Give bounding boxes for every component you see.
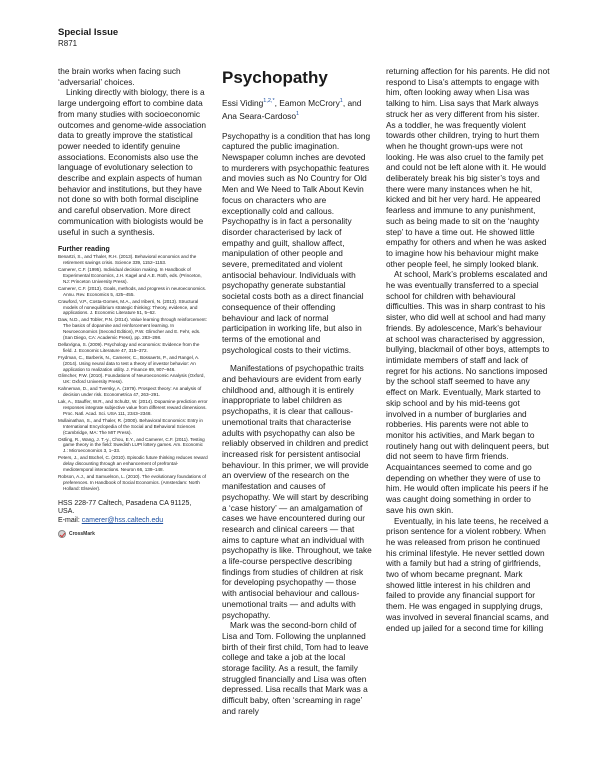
column-right	[386, 66, 550, 633]
issue-label: Special Issue	[58, 27, 119, 38]
crossmark-label: CrossMark	[69, 531, 95, 538]
reference-item: Ostling, R., Wang, J. T.-y., Chou, E.Y., and Camerer, C.F. (2011). Testing game theory in the field: Swedish LUPI lottery games. Am. Economic J.: Microeconomics 3, 1–33.	[58, 436, 205, 454]
page-number: R871	[58, 39, 78, 48]
column-left	[58, 66, 208, 538]
paragraph: Mark was the second-born child of Lisa and Tom. Following the unplanned birth of their first child, Tom had to leave college and take a job at the local storage facility. As a result, the family struggled financially and Lisa was often depressed. Lisa recalls that Mark was a difficult baby, often ‘screaming in rage’ and rarely	[222, 620, 369, 716]
email-line	[58, 517, 208, 526]
author-address: HSS 228-77 Caltech, Pasadena CA 91125, USA.	[58, 499, 192, 516]
page-header	[58, 27, 118, 49]
author-name: Essi Viding	[222, 97, 264, 108]
reference-item: Mullainathan, S., and Thaler, R. (2000). Behavioral Economics: Entry in International Encyclopedia of the Social and Behavioral Sciences (Cambridge, MA: The MIT Press).	[58, 417, 203, 435]
paragraph: the brain works when facing such ‘adversarial’ choices.	[58, 66, 181, 87]
crossmark-icon	[58, 530, 66, 538]
previous-article-text	[58, 66, 208, 237]
reference-item: Frydman, C., Barberis, N., Camerer, C., Bossaerts, P., and Rangel, A. (2014). Using neural data to test a theory of investor behavior: An application to realization utility. J. Finance 69, 907–946.	[58, 354, 200, 372]
reference-item: Camerer, C.F. (2013). Goals, methods, and progress in neuroeconomics. Annu. Rev. Economics 5, 425–455.	[58, 285, 207, 297]
crossmark-badge[interactable]	[58, 530, 208, 538]
reference-item: Daw, N.D., and Tobler, P.N. (2014). Value learning through reinforcement: The basics of dopamine and reinforcement learning. In Neuroeconomics (Second Edition), P.W. Glimcher and E. Fehr, eds. (San Diego, CA: Academic Press), pp. 283–298.	[58, 317, 207, 341]
reference-item: Lak, A., Stauffer, W.R., and Schultz, W. (2014). Dopamine prediction error responses integrate subjective value from different reward dimensions. Proc. Natl. Acad. Sci. USA 111, 2343–2348.	[58, 399, 208, 416]
reference-item: Peters, J., and Büchel, C. (2010). Episodic future thinking reduces reward delay discounting through an enhancement of prefrontal-mediotemporal interactions. Neuron 66, 138–148.	[58, 455, 208, 473]
paragraph: At school, Mark’s problems escalated and he was eventually transferred to a special school for children with behavioural difficulties. This was in sharp contrast to his sister, who did well at school and had many friends. By adolescence, Mark’s behaviour at school was characterised by aggression, bullying, blackmail of other boys, attempts to intimidate members of staff and lack of regret for his actions. No sanctions imposed by the school staff seemed to have any effect on Mark. Eventually, Mark started to skip school and by his mid-teens got involved in a number of burglaries and robberies. His parents were not able to monitor his activities, and Mark began to routinely hang out with delinquent peers, but did not seem to have firm friends. Acquaintances seemed to come and go depending on whether they were of use to him. He would often implicate his peers if he was caught doing something in order to save his own skin.	[386, 269, 550, 515]
paragraph: Manifestations of psychopathic traits and behaviours are evident from early childhood and, although it is entirely inappropriate to label children as psychopaths, it is clear that callous-unemotional traits that characterise adults with psychopathy can also be reliably observed in children and predict increased risk for persistent antisocial behaviour. In this primer, we will provide an overview of the research on the manifestation and causes of psychopathy. We will start by describing a ‘case history’ — an amalgamation of cases we have encountered during our research and clinical careers — that aims to capture what an individual with psychopathy is like. Throughout, we take a life-course perspective describing findings from studies of children at risk for developing psychopathy — those with antisocial behaviour and callous-unemotional traits — and adults with psychopathy.	[222, 363, 372, 620]
author-name: , Eamon McCrory	[274, 97, 340, 108]
author-list	[222, 96, 372, 123]
article-title: Psychopathy	[222, 68, 328, 87]
further-reading-heading: Further reading	[58, 246, 110, 254]
affiliation-mark: 1	[339, 98, 343, 104]
abstract-paragraph: Psychopathy is a condition that has long captured the public imagination. Newspaper column inches are devoted to murderers with psychopathic features and movies such as No Country for Old Men and We Need to Talk About Kevin focus on characters who are exceptionally cold and callous. Psychopathy is in fact a personality disorder characterised by lack of empathy and guilt, shallow affect, manipulation of other people and severe, premeditated and violent antisocial behaviour. Individuals with psychopathy generate substantial societal costs both as a direct financial consequence of their offending behaviour and lack of normal participation in working life, but also in terms of the emotional and psychological costs to their victims.	[222, 130, 371, 355]
article-body-continued	[386, 66, 550, 633]
column-middle	[222, 66, 372, 717]
reference-item: Robson, A.J., and Samuelson, L. (2010). The evolutionary foundations of preferences. In Handbook of Social Economics. (Amsterdam: North Holland: Elsevier).	[58, 473, 207, 491]
reference-item: Glimcher, P.W. (2010). Foundations of Neuroeconomic Analysis (Oxford, UK: Oxford University Press).	[58, 373, 205, 385]
reference-item: Camerer, C.F. (1995). Individual decision making. In Handbook of Experimental Economics, J.H. Kagel and A.E. Roth, eds. (Princeton, NJ: Princeton University Press).	[58, 267, 202, 284]
affiliation-mark: 1	[296, 111, 300, 118]
email-link[interactable]: camerer@hss.caltech.edu	[81, 516, 164, 524]
email-label: E-mail:	[58, 516, 80, 524]
author-name: , and Ana Seara-Cardoso	[222, 97, 362, 122]
reference-list	[58, 254, 208, 491]
affiliation-mark: 1,2,*	[263, 98, 275, 104]
paragraph: returning affection for his parents. He did not respond to Lisa’s attempts to engage with him, often looking away when Lisa was talking to him. Lisa says that Mark always struck her as very different from his sister. As a toddler, he was frequently violent towards other children, trying to hurt them when he thought grown-ups were not looking. He was also cruel to the family pet and could not be left alone with it. He would deliberately break his big sister’s toys and there were many instances when he hit, kicked and bit her very hard. He appeared fearless and immune to any punishment, such as being made to sit on the ‘naughty step’ to have a time out. He showed little empathy for others and when he was asked to imagine how his behaviour might make other people feel, he simply looked blank.	[386, 66, 550, 269]
reference-item: Kahneman, D., and Tversky, A. (1979). Prospect theory: An analysis of decision under risk. Econometrica 47, 263–291.	[58, 386, 202, 398]
paragraph: Eventually, in his late teens, he received a prison sentence for a violent robbery. When he was released from prison he continued his criminal lifestyle. He never settled down with a family but had a string of girlfriends, two of whom became pregnant. Mark showed little interest in his children and failed to provide any financial support for them. He was engaged in supplying drugs, was involved in several financial scams, and ended up jailed for a second time for killing	[386, 515, 549, 633]
reference-item: DellaVigna, S. (2009). Psychology and economics: Evidence from the field. J. Economic Literature 47, 315–372.	[58, 341, 200, 353]
paragraph: Linking directly with biology, there is a large undergoing effort to combine data from many studies with socioeconomic outcomes and genome-wide association data to greatly improve the statistical power needed to identify genuine associations. Economists also use the language of evolutionary selection to describe and explain aspects of human behavior and institutions, but they have not done so with both formal discipline and careful observation. More direct communication with biologists would be useful in such a synthesis.	[58, 87, 207, 237]
reference-item: Benartzi, S., and Thaler, R.H. (2013). Behavioral economics and the retirement savings crisis. Science 339, 1152–1153.	[58, 254, 197, 266]
article-body	[222, 363, 372, 716]
abstract	[222, 131, 372, 356]
reference-item: Crawford, V.P., Costa-Gomes, M.A., and Iriberri, N. (2013). Structural models of nonequilibrium strategic thinking: Theory, evidence, and applications. J. Economic Literature 51, 5–62.	[58, 298, 199, 316]
